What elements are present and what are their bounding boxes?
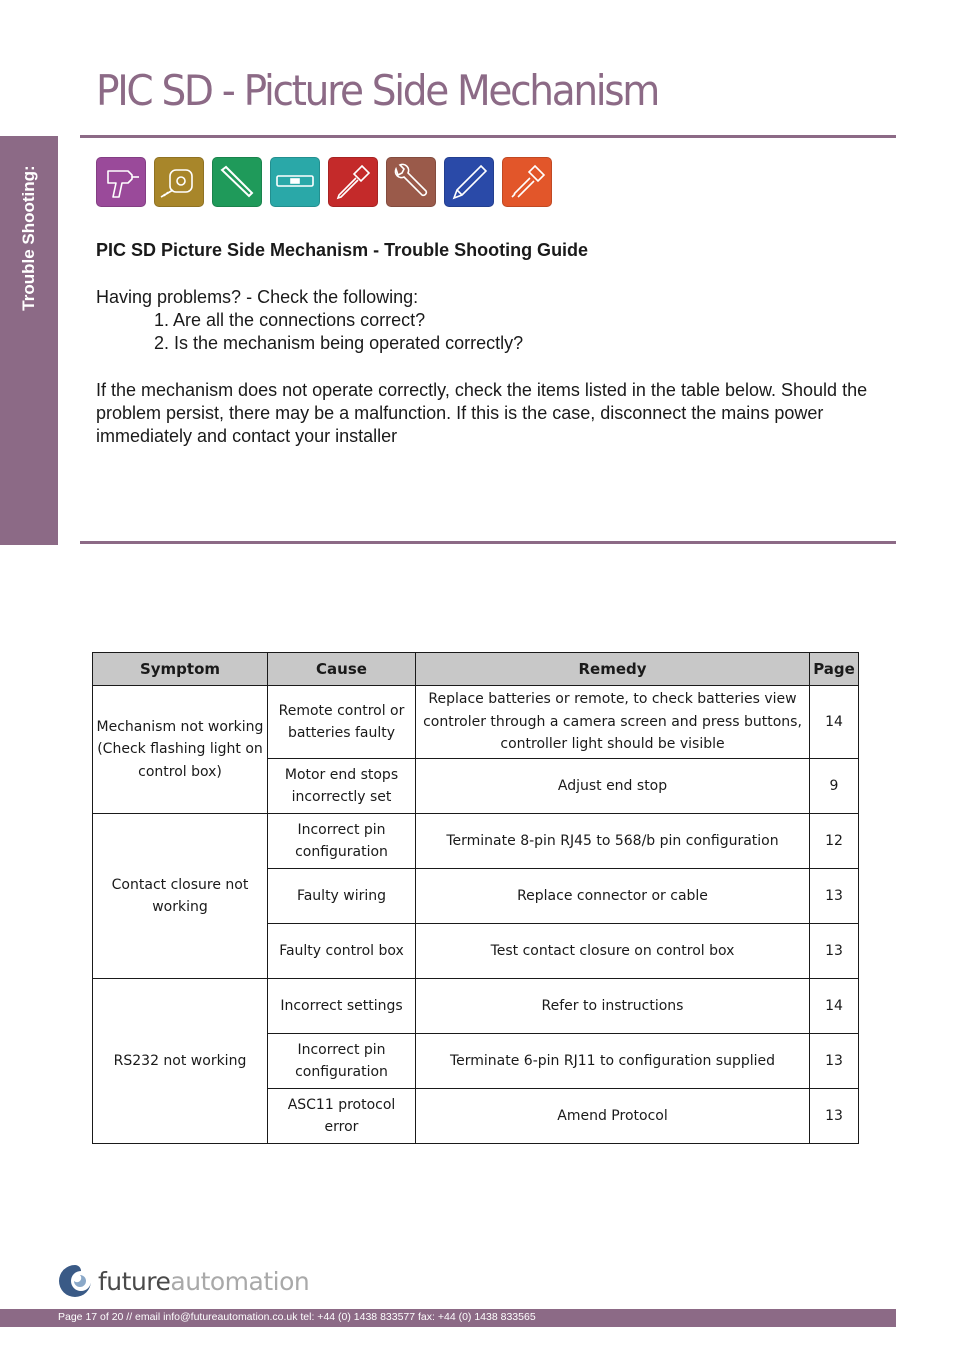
cause-cell: Incorrect pin configuration [268,814,416,869]
pencil-icon [444,157,494,207]
troubleshooting-table [92,652,859,1144]
page-cell: 13 [810,1089,859,1144]
header-symptom: Symptom [93,653,268,686]
instructions-paragraph: If the mechanism does not operate correctly, check the items listed in the table below. Should the problem persist, there may be a malfunction. If this is the case, disconnect the mains power immediately and contact your installer [96,380,868,446]
page-cell: 13 [810,924,859,979]
remedy-cell: Amend Protocol [416,1089,810,1144]
page-cell: 14 [810,686,859,759]
symptom-cell: Contact closure not working [93,814,268,979]
checklist [96,286,523,355]
page-cell: 14 [810,979,859,1034]
guide-title: PIC SD Picture Side Mechanism - Trouble Shooting Guide [96,240,589,260]
remedy-cell: Terminate 8-pin RJ45 to 568/b pin configuration [416,814,810,869]
wire-stripper-icon [502,157,552,207]
section-divider [80,541,896,544]
cause-cell: Remote control or batteries faulty [268,686,416,759]
cause-cell: Motor end stops incorrectly set [268,759,416,814]
swirl-logo-icon [56,1262,94,1300]
table-header-row [93,653,859,686]
symptom-cell: Mechanism not working (Check flashing light on control box) [93,686,268,814]
sidebar-label: Trouble Shooting: [19,165,38,311]
tool-icon-row [96,157,552,207]
cause-cell: Faulty wiring [268,869,416,924]
tape-measure-icon [154,157,204,207]
checklist-item: 1. Are all the connections correct? [154,310,426,330]
company-logo [56,1262,309,1300]
checklist-intro: Having problems? - Check the following: [96,287,419,307]
header-divider [80,135,896,138]
remedy-cell: Terminate 6-pin RJ11 to configuration supplied [416,1034,810,1089]
page-cell: 13 [810,1034,859,1089]
header-remedy: Remedy [416,653,810,686]
symptom-cell: RS232 not working [93,979,268,1144]
logo-wordmark: futureautomation [98,1266,310,1296]
table-row [93,686,859,759]
page-cell: 12 [810,814,859,869]
page-title: PIC SD - Picture Side Mechanism [96,66,659,115]
cause-cell: Incorrect pin configuration [268,1034,416,1089]
cause-cell: Incorrect settings [268,979,416,1034]
header-cause: Cause [268,653,416,686]
cause-cell: ASC11 protocol error [268,1089,416,1144]
screwdriver-icon [328,157,378,207]
checklist-item: 2. Is the mechanism being operated correctly? [154,333,524,353]
remedy-cell: Test contact closure on control box [416,924,810,979]
drill-icon [96,157,146,207]
cause-cell: Faulty control box [268,924,416,979]
table-row [93,979,859,1034]
spirit-level-icon [270,157,320,207]
allen-key-icon [212,157,262,207]
remedy-cell: Adjust end stop [416,759,810,814]
remedy-cell: Refer to instructions [416,979,810,1034]
page-cell: 13 [810,869,859,924]
table-row [93,814,859,869]
footer-contact-text: Page 17 of 20 // email info@futureautomation.co.uk tel: +44 (0) 1438 833577 fax: +44 (0) 1438 833565 [58,1311,536,1323]
remedy-cell: Replace batteries or remote, to check batteries view controler through a camera screen and press buttons, controller light should be visible [416,686,810,759]
spanner-icon [386,157,436,207]
remedy-cell: Replace connector or cable [416,869,810,924]
header-page: Page [810,653,859,686]
page-cell: 9 [810,759,859,814]
